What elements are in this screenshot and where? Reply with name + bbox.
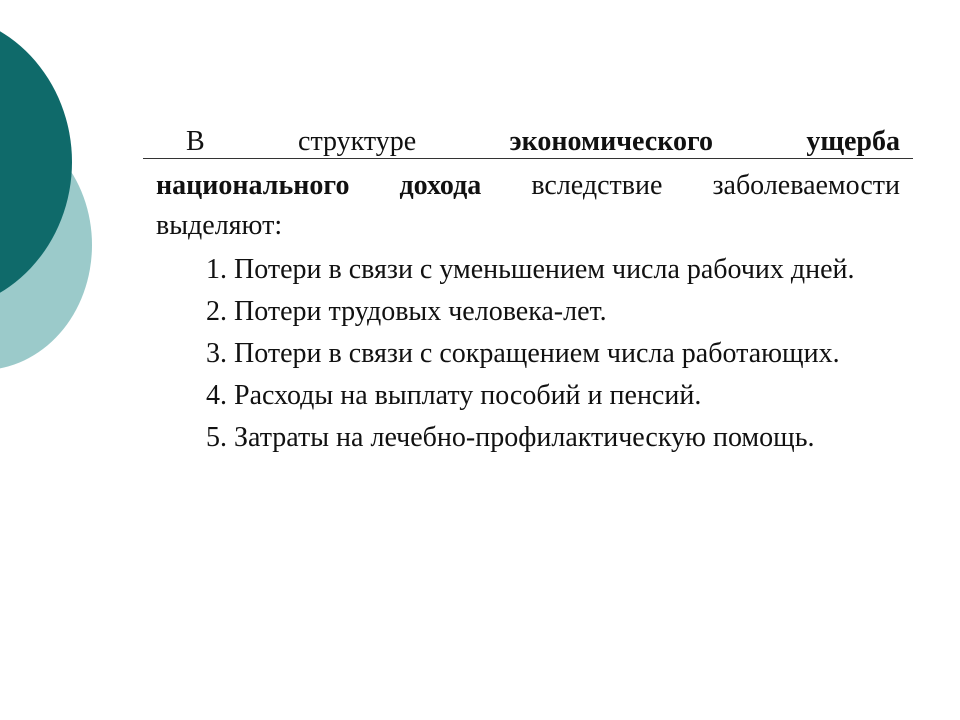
loss-list [180, 250, 900, 458]
intro-bold-word: ущерба [806, 126, 900, 157]
slide-body [156, 122, 900, 460]
intro-bold-word: экономического [509, 126, 713, 157]
list-item: 4. Расходы на выплату пособий и пенсий. [206, 380, 702, 411]
list-item: 5. Затраты на лечебно-профилактическую помощь. [206, 422, 815, 453]
intro-first-line [156, 122, 900, 162]
intro-paragraph [156, 122, 900, 246]
intro-bold-phrase: национального дохода [156, 170, 482, 201]
intro-word: В [186, 126, 205, 157]
intro-word: структуре [298, 126, 417, 157]
list-item: 3. Потери в связи с сокращением числа работающих. [206, 338, 840, 369]
list-item: 1. Потери в связи с уменьшением числа рабочих дней. [206, 254, 855, 285]
intro-rest-text: вследствие заболеваемости выделяют: [156, 170, 900, 241]
intro-continuation [156, 166, 900, 246]
list-item: 2. Потери трудовых человека-лет. [206, 296, 607, 327]
